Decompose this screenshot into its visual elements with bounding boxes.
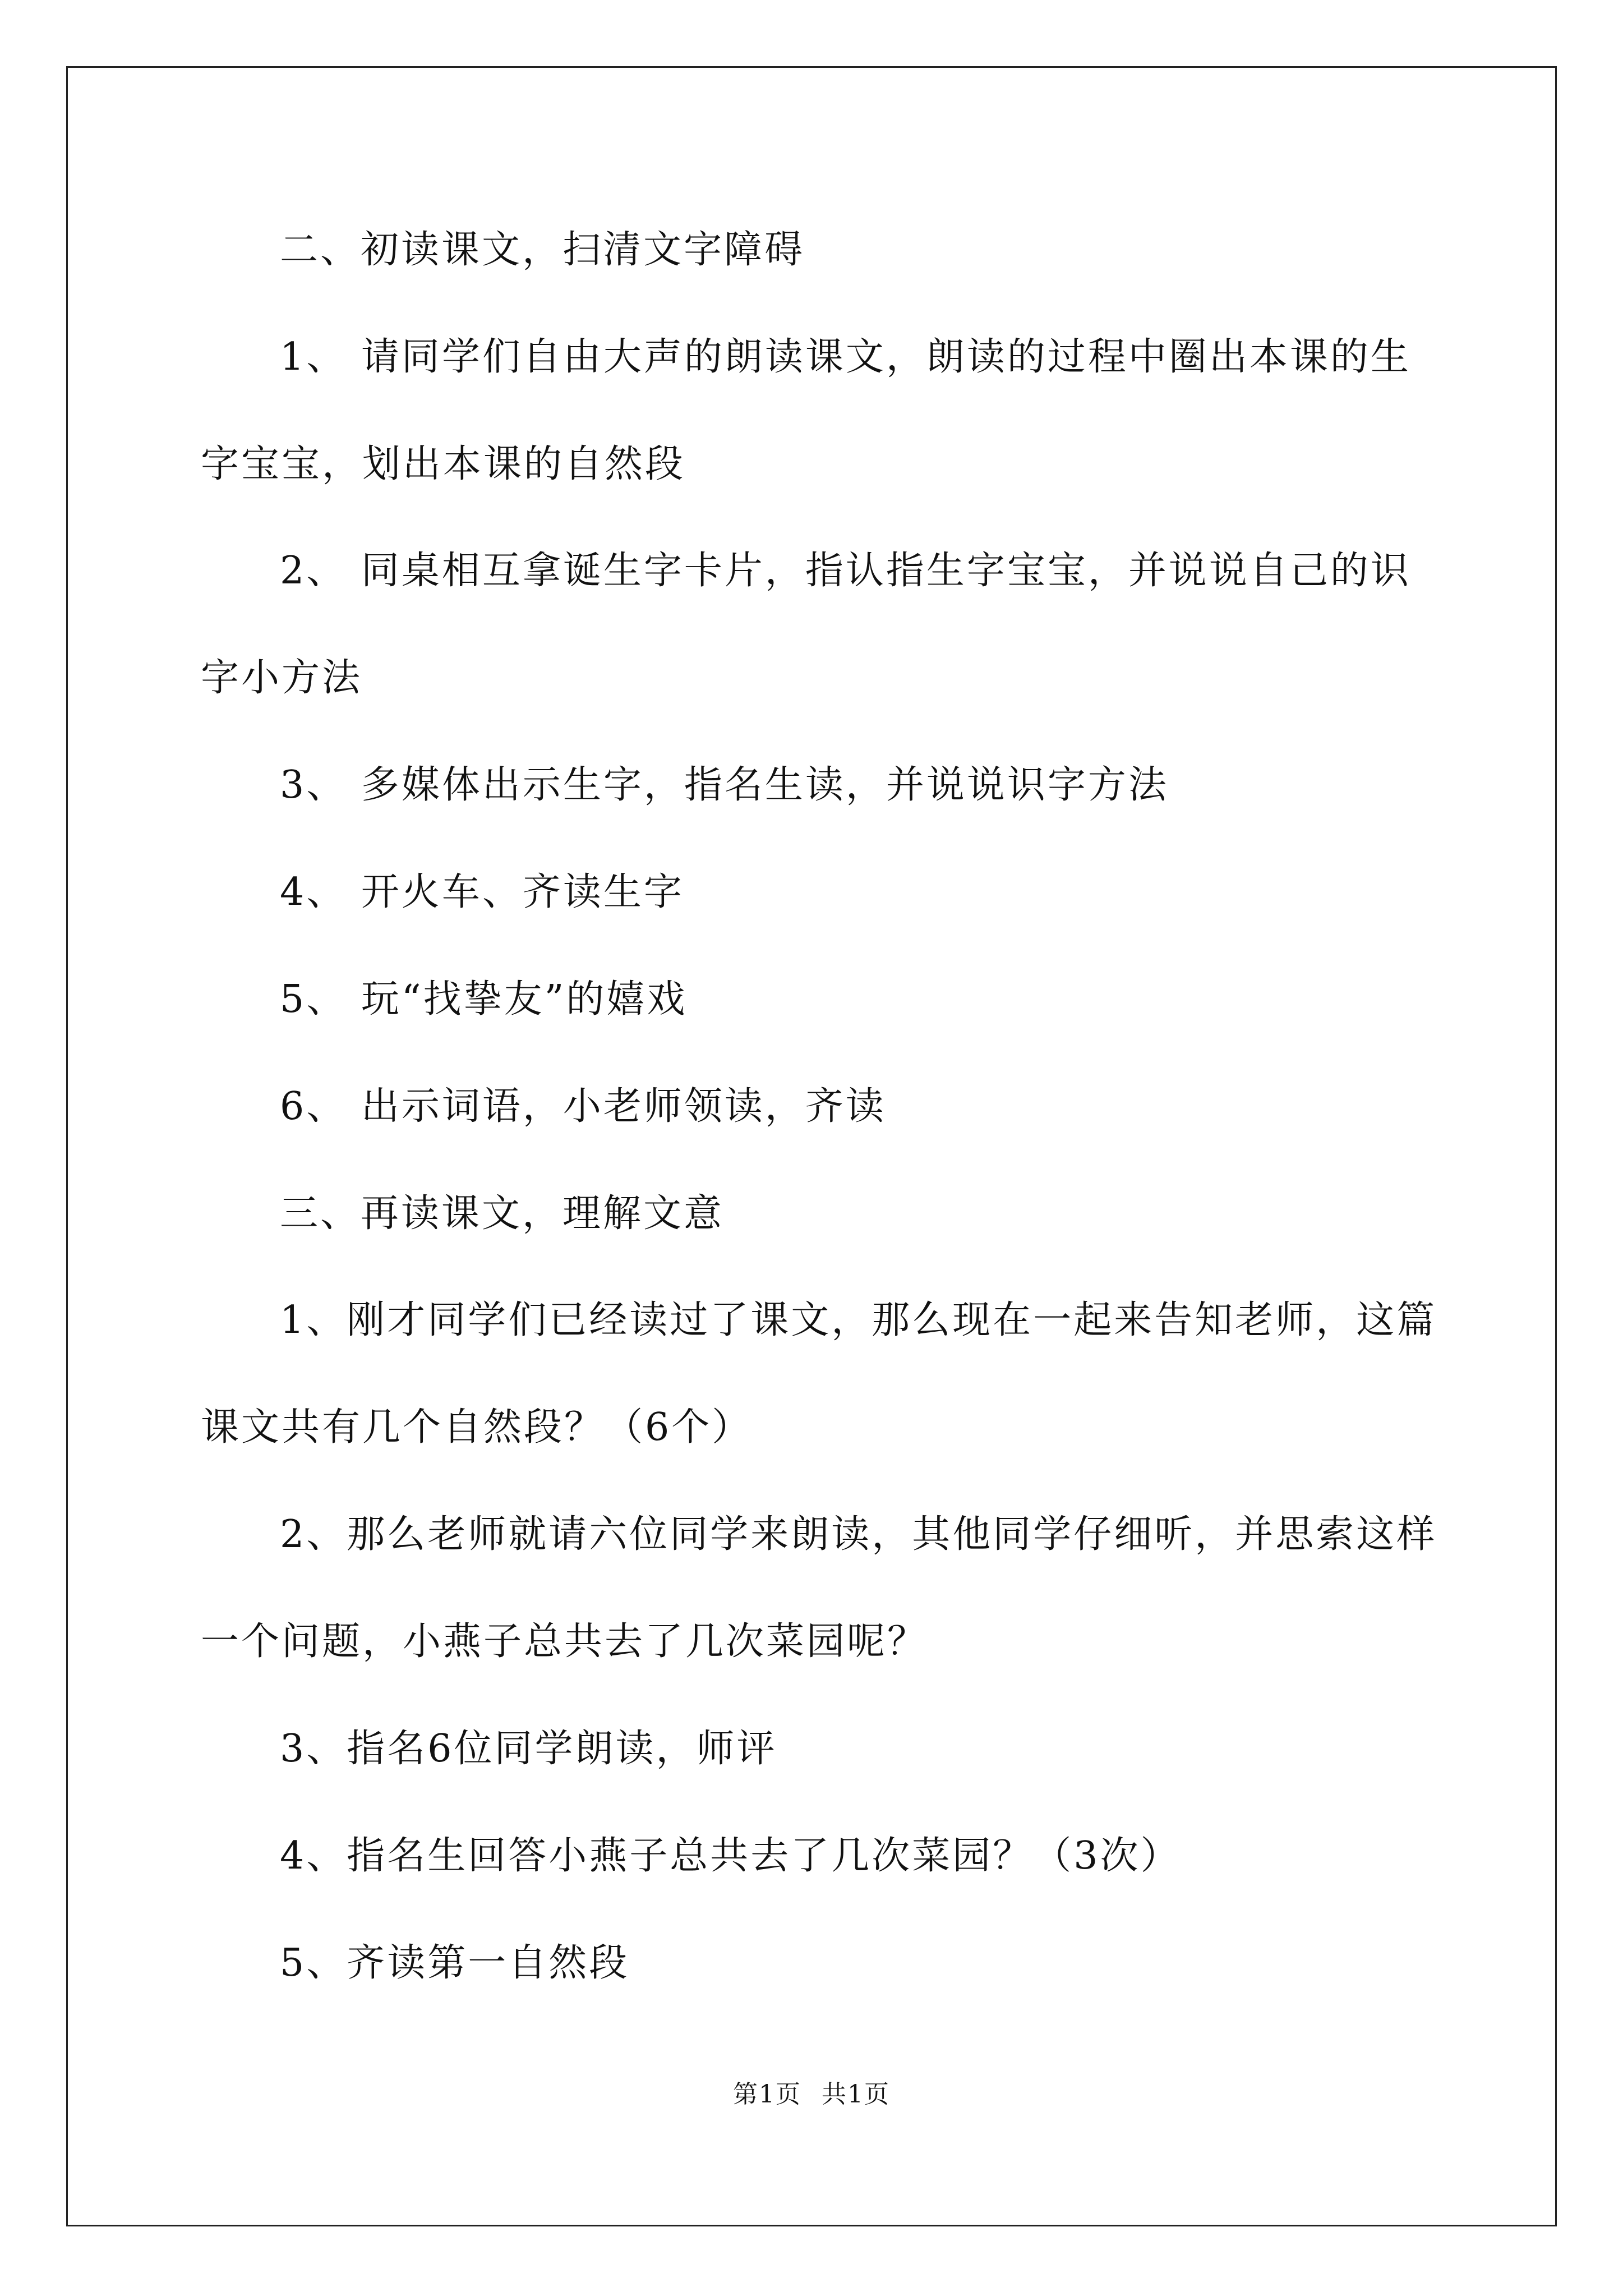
paragraph-line: 4、 开火车、齐读生字	[280, 870, 684, 914]
paragraph-line: 一个问题，小燕子总共去了几次菜园呢？	[201, 1619, 928, 1664]
paragraph-line: 6、 出示词语，小老师领读，齐读	[280, 1084, 886, 1129]
section-heading-2: 二、初读课文，扫清文字障碍	[280, 228, 805, 272]
section-heading-3: 三、再读课文，理解文意	[280, 1191, 725, 1236]
page-footer	[0, 2079, 1623, 2110]
page-border	[66, 66, 1557, 2226]
paragraph-line: 字小方法	[201, 656, 363, 700]
paragraph-line: 课文共有几个自然段？（6个）	[201, 1405, 753, 1450]
page-number: 第1页	[733, 2080, 801, 2109]
paragraph-line: 2、那么老师就请六位同学来朗读，其他同学仔细听，并思索这样	[280, 1512, 1437, 1557]
page-total: 共1页	[822, 2080, 890, 2109]
paragraph-line: 1、刚才同学们已经读过了课文，那么现在一起来告知老师，这篇	[280, 1298, 1437, 1342]
paragraph-line: 5、 玩“找挚友”的嬉戏	[280, 977, 688, 1022]
paragraph-line: 字宝宝，划出本课的自然段	[201, 442, 686, 486]
paragraph-line: 1、 请同学们自由大声的朗读课文，朗读的过程中圈出本课的生	[280, 335, 1411, 379]
paragraph-line: 5、齐读第一自然段	[280, 1941, 630, 1985]
paragraph-line: 2、 同桌相互拿诞生字卡片，指认指生字宝宝，并说说自己的识	[280, 549, 1411, 593]
paragraph-line: 3、指名6位同学朗读，师评	[280, 1727, 777, 1771]
paragraph-line: 4、指名生回答小燕子总共去了几次菜园？（3次）	[280, 1834, 1181, 1878]
paragraph-line: 3、 多媒体出示生字，指名生读，并说说识字方法	[280, 763, 1169, 807]
